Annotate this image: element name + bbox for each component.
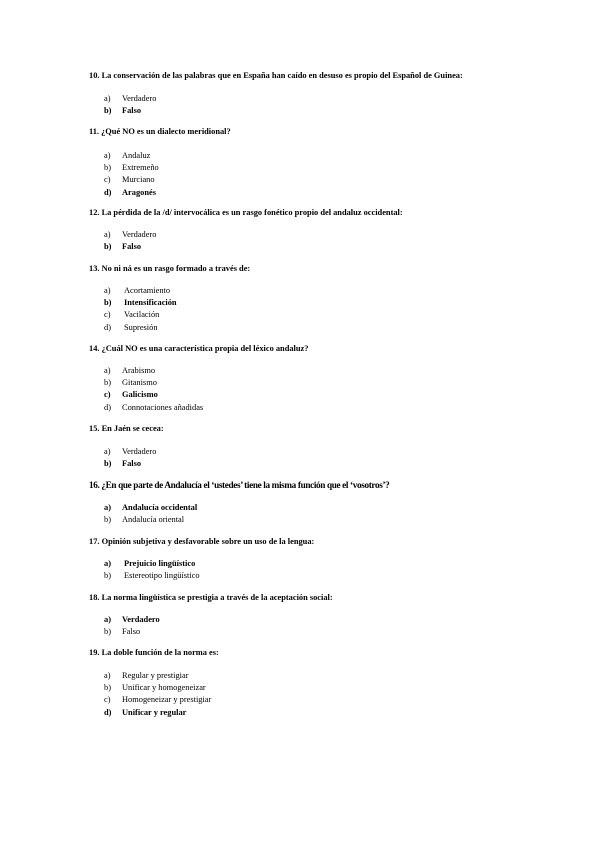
option-text: Aragonés xyxy=(122,187,156,197)
option-text: Acortamiento xyxy=(124,286,171,295)
option-text: Galicismo xyxy=(122,390,158,400)
question-14: 14. ¿Cuál NO es una característica propia del léxico andaluz? xyxy=(89,344,309,353)
option-letter: b) xyxy=(104,683,111,693)
option-letter: b) xyxy=(104,627,111,637)
question-13: 13. No ni ná es un rasgo formado a través de: xyxy=(89,264,251,273)
option-text: Vacilación xyxy=(124,310,160,320)
option-text: Prejuicio lingüístico xyxy=(124,559,196,568)
option-letter: c) xyxy=(104,175,111,185)
option-text: Extremeño xyxy=(122,163,159,173)
option-letter: b) xyxy=(104,515,111,525)
question-10: 10. La conservación de las palabras que en España han caído en desuso es propio del Español de Guinea: xyxy=(89,71,463,80)
option-letter: a) xyxy=(104,447,111,456)
option-text: Verdadero xyxy=(122,447,157,456)
question-16: 16. ¿En que parte de Andalucía el ‘ustedes’ tiene la misma función que el ‘vosotros’? xyxy=(89,480,390,490)
question-17: 17. Opinión subjetiva y desfavorable sobre un uso de la lengua: xyxy=(89,537,315,546)
option-text: Andalucía occidental xyxy=(122,503,198,512)
option-letter: c) xyxy=(104,390,111,400)
option-letter: b) xyxy=(104,242,112,252)
option-text: Arabismo xyxy=(122,366,156,375)
option-letter: a) xyxy=(104,615,111,624)
option-letter: b) xyxy=(104,298,112,308)
option-letter: a) xyxy=(104,151,111,160)
option-text: Falso xyxy=(122,242,142,252)
option-text: Estereotipo lingüístico xyxy=(124,571,200,581)
option-letter: c) xyxy=(104,310,111,320)
option-text: Homogeneizar y prestigiar xyxy=(122,695,212,705)
option-letter: c) xyxy=(104,695,111,705)
option-letter: d) xyxy=(104,187,112,197)
question-15: 15. En Jaén se cecea: xyxy=(89,424,164,433)
option-text: Falso xyxy=(122,106,142,116)
option-text: Regular y prestigiar xyxy=(122,671,189,680)
question-12: 12. La pérdida de la /d/ intervocálica es un rasgo fonético propio del andaluz occidental: xyxy=(89,208,403,217)
option-text: Verdadero xyxy=(122,230,157,239)
option-text: Connotaciones añadidas xyxy=(122,402,204,412)
option-letter: b) xyxy=(104,106,112,116)
question-19: 19. La doble función de la norma es: xyxy=(89,648,219,657)
option-letter: d) xyxy=(104,322,111,332)
option-letter: d) xyxy=(104,402,111,412)
option-text: Falso xyxy=(122,627,141,637)
option-letter: b) xyxy=(104,571,111,581)
option-letter: a) xyxy=(104,94,111,103)
option-text: Verdadero xyxy=(122,94,157,103)
option-letter: a) xyxy=(104,559,111,568)
option-text: Murciano xyxy=(122,175,155,185)
option-letter: a) xyxy=(104,671,111,680)
question-18: 18. La norma lingüística se prestigia a través de la aceptación social: xyxy=(89,593,333,602)
option-text: Andaluz xyxy=(122,151,151,160)
option-letter: a) xyxy=(104,230,111,239)
option-text: Intensificación xyxy=(124,298,177,308)
option-letter: b) xyxy=(104,378,111,388)
option-letter: b) xyxy=(104,459,112,469)
option-letter: a) xyxy=(104,366,111,375)
question-11: 11. ¿Qué NO es un dialecto meridional? xyxy=(89,127,231,136)
option-text: Falso xyxy=(122,459,142,469)
option-text: Unificar y regular xyxy=(122,707,187,717)
option-text: Gitanismo xyxy=(122,378,157,388)
option-text: Andalucía oriental xyxy=(122,515,185,525)
option-letter: d) xyxy=(104,707,112,717)
option-text: Supresión xyxy=(124,322,158,332)
option-text: Verdadero xyxy=(122,615,160,624)
option-text: Unificar y homogeneizar xyxy=(122,683,206,693)
option-letter: a) xyxy=(104,503,111,512)
option-letter: a) xyxy=(104,286,111,295)
option-letter: b) xyxy=(104,163,111,173)
